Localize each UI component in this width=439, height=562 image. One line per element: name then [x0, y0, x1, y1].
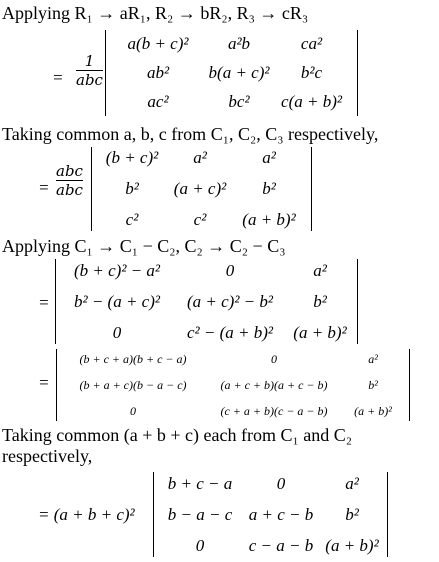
matrix-cell: (b + c + a)(b + c − a) [79, 352, 187, 367]
fraction-numerator: 1 [84, 52, 95, 70]
matrix-cell: (a + c + b)(a + c − b) [220, 377, 328, 392]
matrix-cell: c² − (a + b)² [186, 322, 273, 342]
matrix-cell: b + c − a [167, 473, 233, 493]
matrix-cell: (a + b)² [354, 403, 392, 418]
determinant-4 [56, 349, 410, 421]
step-respectively: respectively, [2, 446, 93, 466]
matrix-cell: 0 [130, 403, 136, 418]
matrix-cell: bc² [228, 92, 250, 112]
equals-prefix-factor: = (a + b + c)² [38, 505, 135, 524]
matrix-cell: (a + c)² − b² [186, 291, 273, 311]
matrix-cell: ca² [300, 33, 323, 53]
matrix-cell: c(a + b)² [281, 92, 342, 112]
matrix-cell: c − a − b [248, 535, 314, 555]
determinant-5 [153, 472, 388, 557]
matrix-cell: a² [262, 148, 276, 168]
determinant-1 [105, 30, 358, 116]
fraction-abc-over-abc [56, 162, 83, 199]
matrix-cell: (a + b)² [325, 535, 379, 555]
fraction-denominator: abc [76, 71, 103, 89]
matrix-cell: 0 [195, 535, 205, 555]
matrix-cell: (b + c)² [105, 148, 159, 168]
matrix-cell: 0 [112, 322, 122, 342]
matrix-cell: 0 [276, 473, 286, 493]
matrix-cell: c² [193, 209, 207, 229]
matrix-cell: b² [368, 377, 378, 392]
matrix-cell: 0 [271, 352, 277, 367]
equals-sign: = [38, 178, 50, 197]
matrix-cell: (c + a + b)(c − a − b) [220, 403, 328, 418]
step-applying-row-ops: Applying R₁ → aR₁, R₂ → bR₂, R₃ → cR₃ [2, 3, 309, 23]
matrix-cell: b² [262, 178, 276, 198]
equals-sign: = [38, 373, 50, 392]
fraction-numerator: abc [56, 162, 83, 180]
matrix-cell: a²b [227, 33, 251, 53]
matrix-cell: b − a − c [167, 504, 233, 524]
matrix-cell: (a + c)² [173, 178, 227, 198]
matrix-cell: a² [193, 148, 207, 168]
matrix-cell: b² [125, 178, 139, 198]
matrix-cell: b² [313, 291, 327, 311]
matrix-cell: a² [313, 260, 327, 280]
matrix-cell: 0 [225, 260, 235, 280]
matrix-cell: ab² [146, 62, 170, 82]
fraction-denominator: abc [56, 181, 83, 199]
matrix-cell: (b + a + c)(b − a − c) [79, 377, 187, 392]
equals-sign: = [52, 68, 64, 87]
matrix-cell: a(b + c)² [127, 33, 189, 53]
step-taking-common-sum: Taking common (a + b + c) each from C₁ and C₂ [2, 425, 352, 445]
matrix-cell: b² − (a + c)² [73, 291, 160, 311]
matrix-cell: (a + b)² [293, 322, 347, 342]
determinant-2 [91, 147, 312, 231]
step-taking-common-abc: Taking common a, b, c from C₁, C₂, C₃ respectively, [2, 124, 379, 144]
step-applying-column-ops: Applying C₁ → C₁ − C₂, C₂ → C₂ − C₃ [2, 236, 286, 256]
matrix-cell: (a + b)² [242, 209, 296, 229]
matrix-cell: a² [345, 473, 359, 493]
equals-sign: = [38, 293, 50, 312]
matrix-cell: c² [125, 209, 139, 229]
matrix-cell: b² [345, 504, 359, 524]
matrix-cell: b²c [300, 62, 323, 82]
determinant-3 [55, 259, 358, 344]
matrix-cell: ac² [147, 92, 169, 112]
fraction-1-over-abc [76, 52, 103, 89]
matrix-cell: a + c − b [248, 504, 314, 524]
matrix-cell: (b + c)² − a² [73, 260, 160, 280]
matrix-cell: a² [368, 352, 378, 367]
matrix-cell: b(a + c)² [208, 62, 270, 82]
